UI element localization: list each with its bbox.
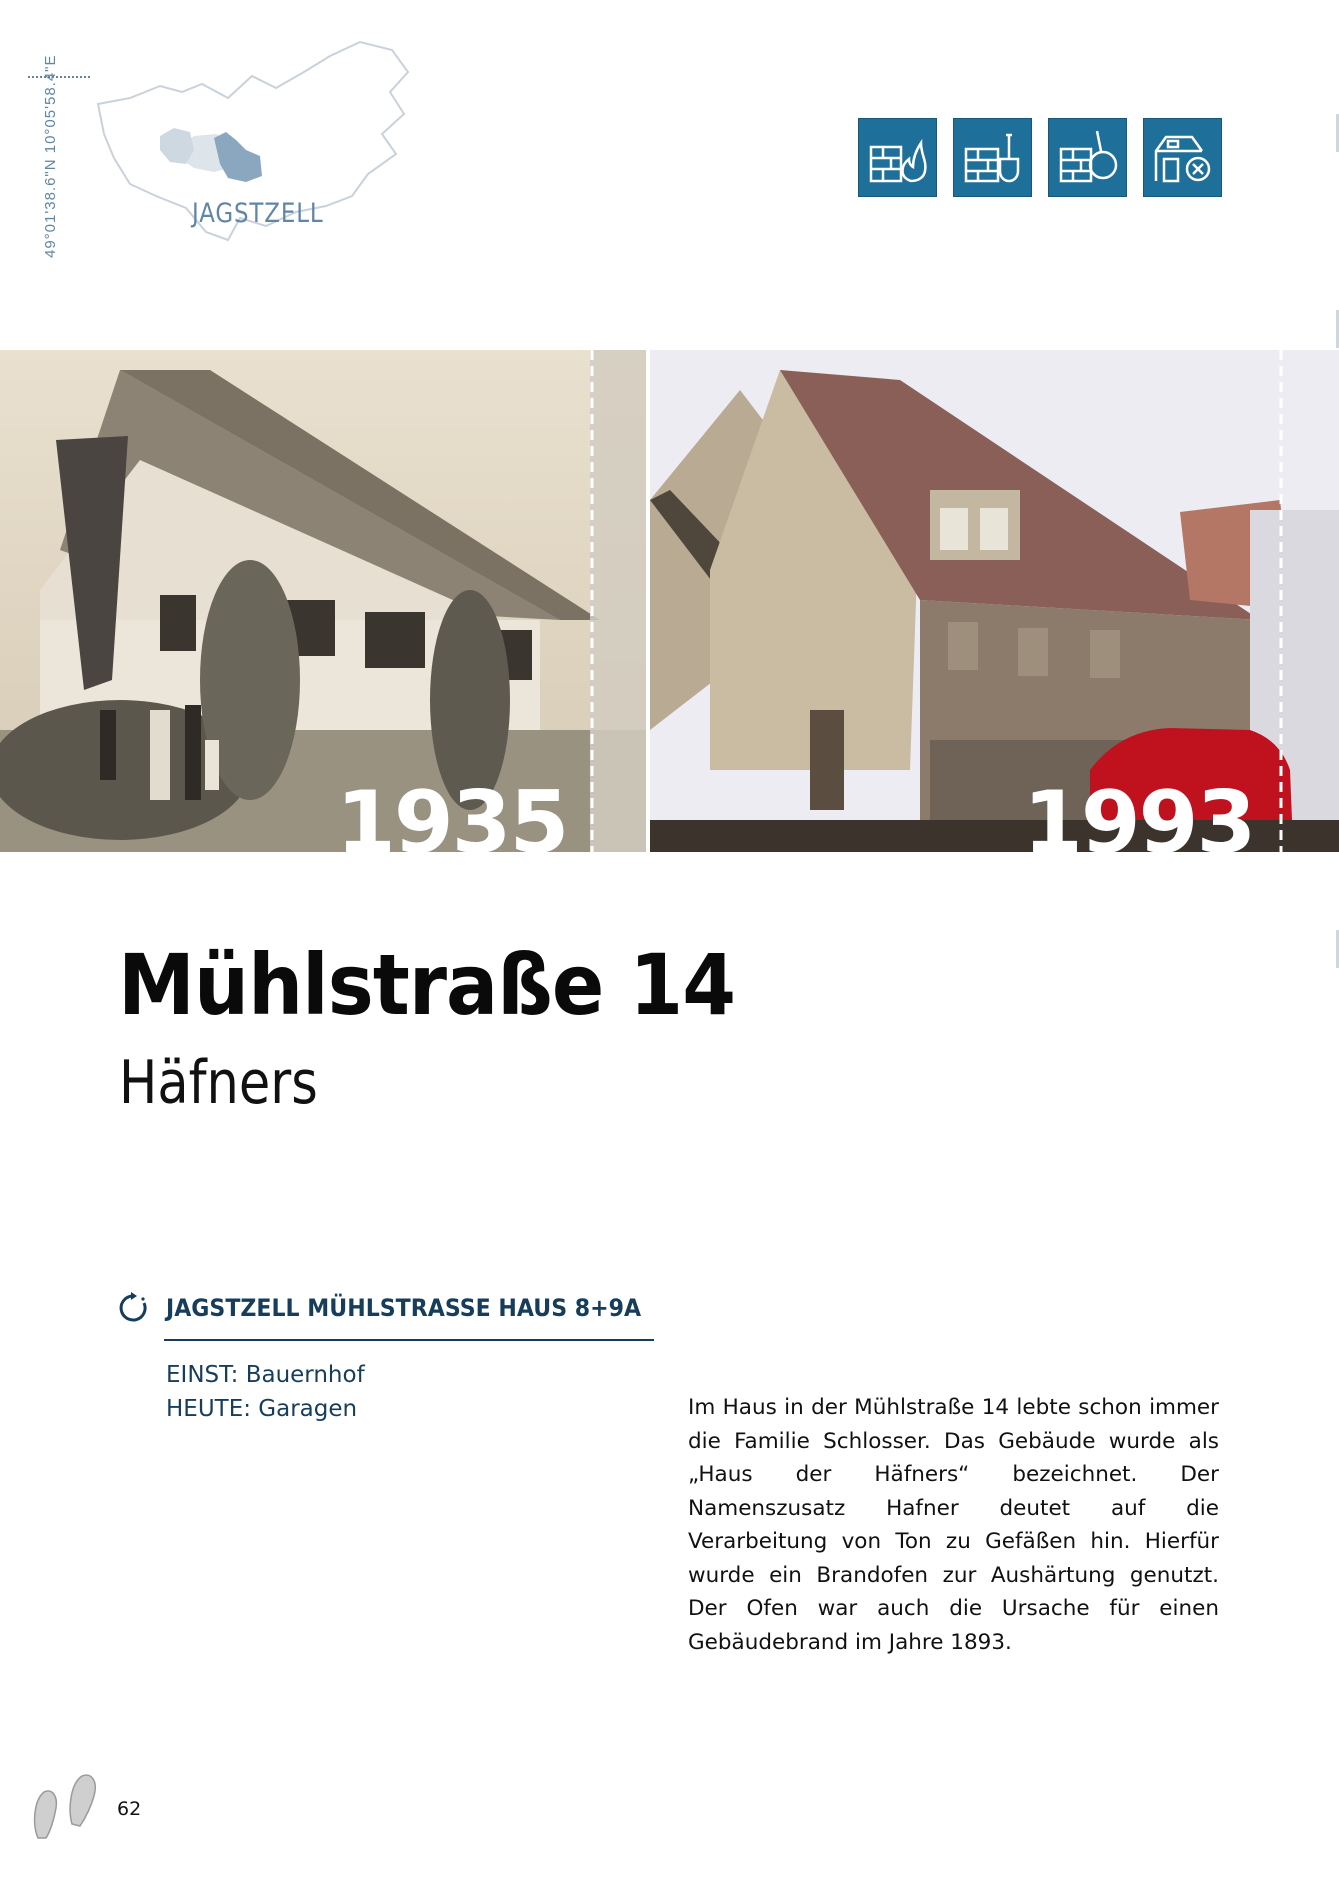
page-number: 62 (117, 1798, 142, 1820)
refresh-icon (116, 1291, 150, 1325)
demolished-barn-icon (1143, 118, 1222, 197)
status-facts (166, 1358, 365, 1426)
dotted-divider (28, 76, 90, 78)
footprints-icon (30, 1772, 106, 1844)
photo-1935 (0, 350, 646, 852)
map-label: JAGSTZELL (192, 198, 324, 229)
then-now-photos (0, 350, 1339, 852)
category-icons (858, 118, 1222, 197)
region-outline-map (90, 36, 470, 276)
description-paragraph: Im Haus in der Mühlstraße 14 lebte schon immer die Familie Schlosser. Das Gebäude wurde als „Haus der Häfners“ bezeichnet. Der Namenszusatz Hafner deutet auf die Verarbeitung von Ton zu Gefäßen hin. Hierfür wurde ein Brandofen zur Aushärtung genutzt. Der Ofen war auch die Ursache für einen Gebäudebrand im Jahre 1893. (688, 1395, 1219, 1655)
fire-brick-icon (858, 118, 937, 197)
year-label-1993: 1993 (1023, 773, 1255, 852)
year-label-1935: 1935 (336, 773, 568, 852)
reference-divider (164, 1339, 654, 1341)
page-title: Mühlstraße 14 (118, 936, 736, 1034)
photo-1993 (650, 350, 1339, 852)
reference-title: JAGSTZELL MÜHLSTRASSE HAUS 8+9A (166, 1294, 642, 1322)
demolition-ball-brick-icon (1048, 118, 1127, 197)
heute-line: HEUTE: Garagen (166, 1396, 358, 1422)
excavation-brick-icon (953, 118, 1032, 197)
coordinates-text: 49°01'38.6"N 10°05'58.4"E (42, 54, 59, 258)
locator-map (90, 36, 470, 276)
einst-line: EINST: Bauernhof (166, 1362, 365, 1388)
page-subtitle: Häfners (119, 1048, 318, 1118)
